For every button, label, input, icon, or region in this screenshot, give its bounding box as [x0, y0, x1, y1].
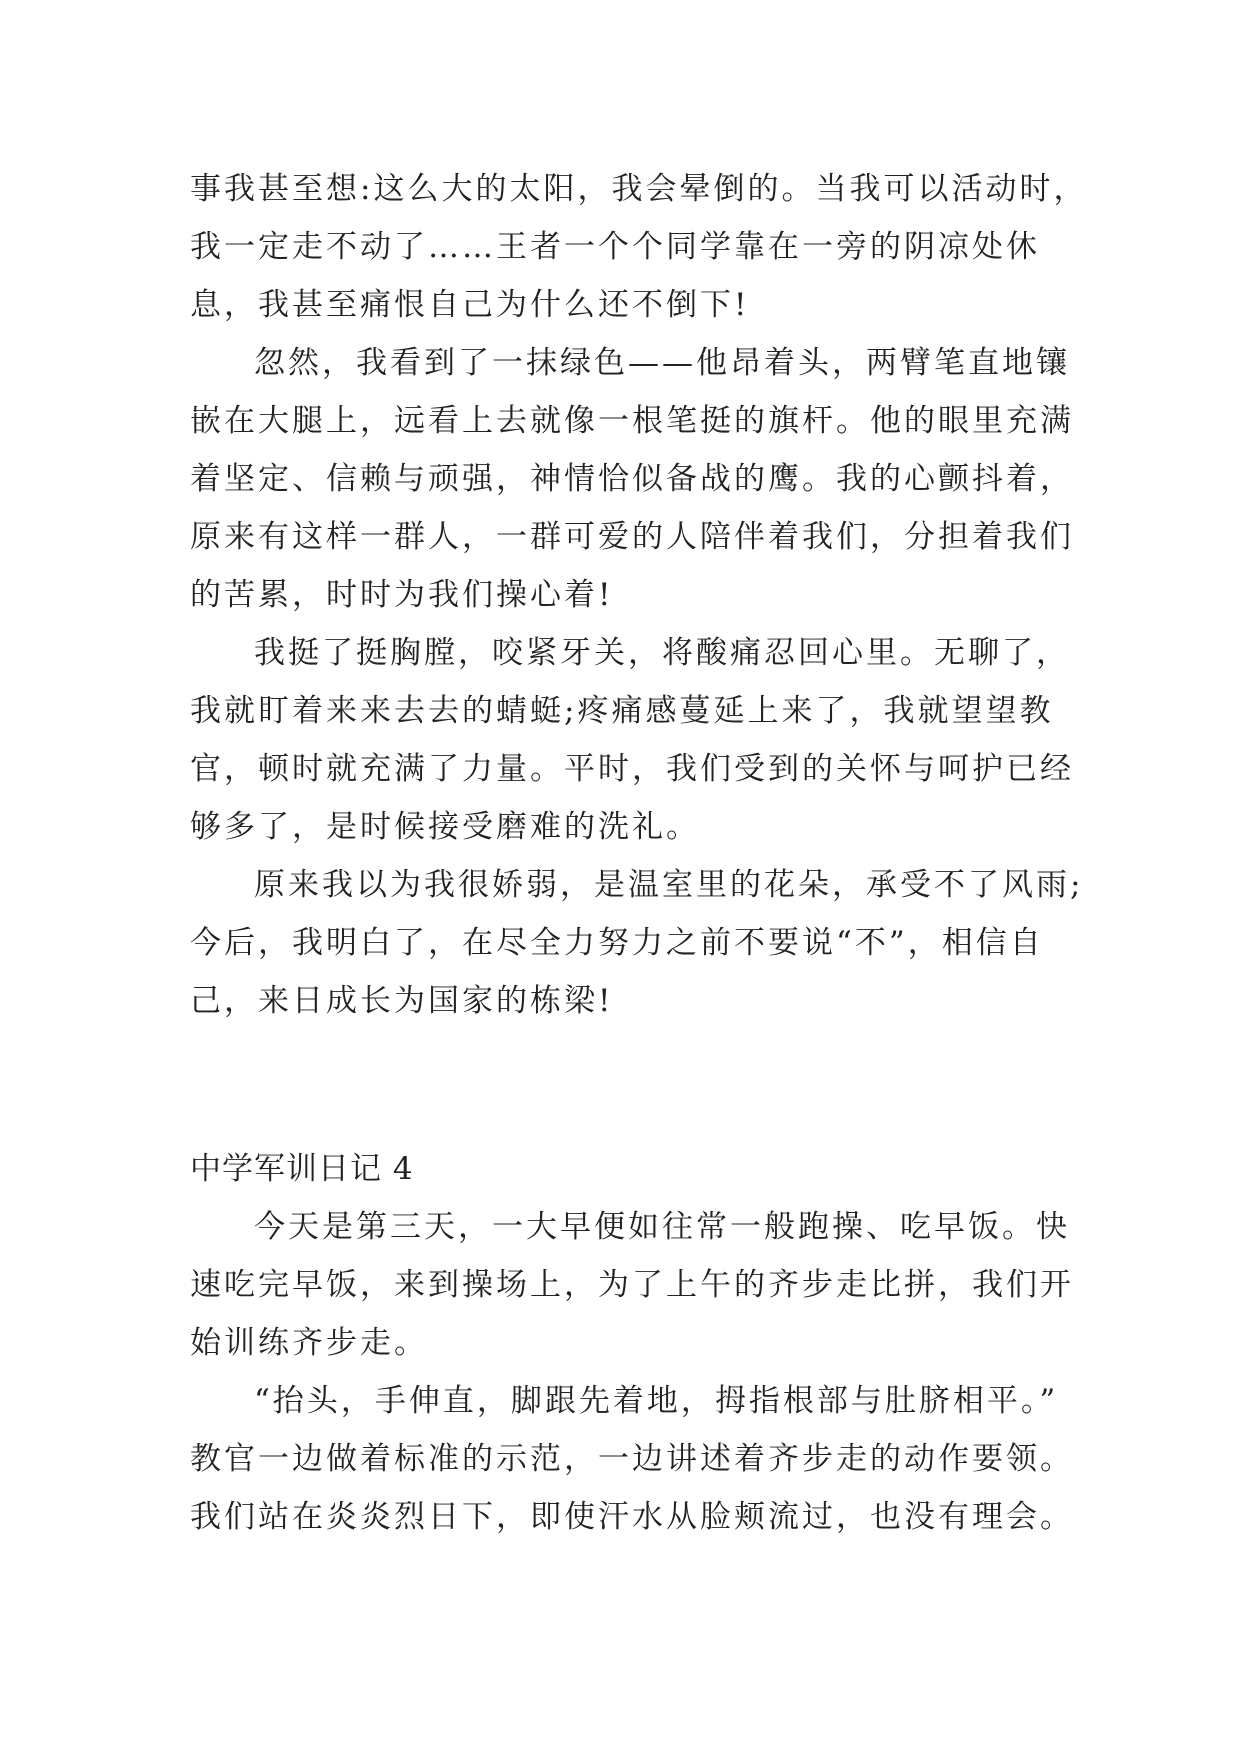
- text-line: 速吃完早饭，来到操场上，为了上午的齐步走比拼，我们开: [190, 1267, 1074, 1303]
- paragraph-start: 今天是第三天，一大早便如往常一般跑操、吃早饭。快: [254, 1209, 1070, 1245]
- text-line: 够多了，是时候接受磨难的洗礼。: [190, 809, 700, 845]
- paragraph-start: 原来我以为我很娇弱，是温室里的花朵，承受不了风雨;: [254, 867, 1084, 903]
- text-line: 官，顿时就充满了力量。平时，我们受到的关怀与呵护已经: [190, 751, 1074, 787]
- section-title: 中学军训日记 4: [190, 1151, 414, 1187]
- text-line: 的苦累，时时为我们操心着!: [190, 577, 614, 613]
- text-line: 着坚定、信赖与顽强，神情恰似备战的鹰。我的心颤抖着，: [190, 461, 1074, 497]
- document-body: [190, 160, 1088, 1546]
- text-line: 始训练齐步走。: [190, 1325, 428, 1361]
- text-line: 嵌在大腿上，远看上去就像一根笔挺的旗杆。他的眼里充满: [190, 403, 1074, 439]
- paragraph-start: 忽然，我看到了一抹绿色——他昂着头，两臂笔直地镶: [254, 345, 1070, 381]
- text-line: 我一定走不动了……王者一个个同学靠在一旁的阴凉处休: [190, 229, 1040, 265]
- paragraph-start: “抬头，手伸直，脚跟先着地，拇指根部与肚脐相平。”: [254, 1383, 1059, 1419]
- text-line: 今后，我明白了，在尽全力努力之前不要说“不”，相信自: [190, 925, 1044, 961]
- text-line: 己，来日成长为国家的栋梁!: [190, 983, 614, 1019]
- text-line: 我们站在炎炎烈日下，即使汗水从脸颊流过，也没有理会。: [190, 1499, 1074, 1535]
- text-line: 我就盯着来来去去的蜻蜓;疼痛感蔓延上来了，我就望望教: [190, 693, 1054, 729]
- text-line: 事我甚至想:这么大的太阳，我会晕倒的。当我可以活动时，: [190, 171, 1088, 207]
- text-line: 原来有这样一群人，一群可爱的人陪伴着我们，分担着我们: [190, 519, 1074, 555]
- section-gap: [190, 1030, 1070, 1140]
- text-line: 教官一边做着标准的示范，一边讲述着齐步走的动作要领。: [190, 1441, 1074, 1477]
- paragraph-start: 我挺了挺胸膛，咬紧牙关，将酸痛忍回心里。无聊了，: [254, 635, 1070, 671]
- text-line: 息，我甚至痛恨自己为什么还不倒下!: [190, 287, 750, 323]
